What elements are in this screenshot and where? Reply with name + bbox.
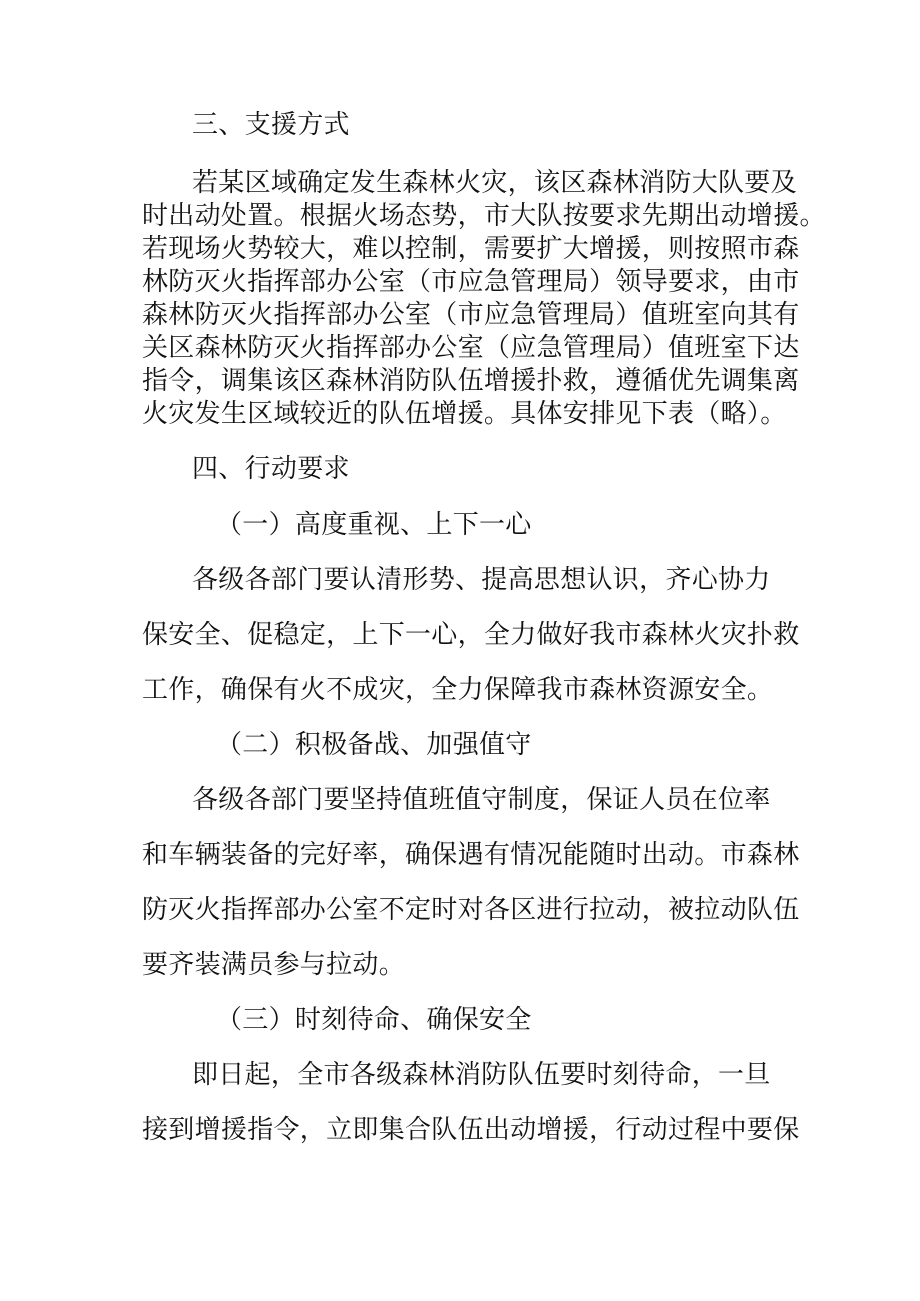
- paragraph-line: 火灾发生区域较近的队伍增援。具体安排见下表（略）。: [142, 399, 787, 429]
- paragraph-line: 各级各部门要坚持值班值守制度，保证人员在位率: [192, 785, 771, 815]
- paragraph-line: 要齐装满员参与拉动。: [142, 950, 406, 980]
- paragraph-line: 即日起，全市各级森林消防队伍要时刻待命，一旦: [192, 1060, 771, 1090]
- paragraph-line: 关区森林防灭火指挥部办公室（应急管理局）值班室下达: [142, 333, 800, 363]
- subsection-heading-1: （一）高度重视、上下一心: [216, 510, 532, 540]
- paragraph-line: 指令，调集该区森林消防队伍增援扑救，遵循优先调集离: [142, 366, 800, 396]
- paragraph-line: 工作，确保有火不成灾，全力保障我市森林资源安全。: [142, 675, 774, 705]
- paragraph-line: 和车辆装备的完好率，确保遇有情况能随时出动。市森林: [142, 840, 800, 870]
- paragraph-line: 接到增援指令，立即集合队伍出动增援，行动过程中要保: [142, 1115, 800, 1145]
- paragraph-line: 防灭火指挥部办公室不定时对各区进行拉动，被拉动队伍: [142, 895, 800, 925]
- paragraph-line: 林防灭火指挥部办公室（市应急管理局）领导要求，由市: [142, 267, 800, 297]
- paragraph-line: 若某区域确定发生森林火灾，该区森林消防大队要及: [192, 168, 797, 198]
- subsection-heading-3: （三）时刻待命、确保安全: [216, 1005, 532, 1035]
- section-heading-support-mode: 三、支援方式: [192, 110, 350, 140]
- paragraph-line: 各级各部门要认清形势、提高思想认识，齐心协力: [192, 565, 771, 595]
- paragraph-line: 森林防灭火指挥部办公室（市应急管理局）值班室向其有: [142, 300, 800, 330]
- paragraph-line: 时出动处置。根据火场态势，市大队按要求先期出动增援。: [142, 201, 826, 231]
- paragraph-line: 保安全、促稳定，上下一心，全力做好我市森林火灾扑救: [142, 620, 800, 650]
- subsection-heading-2: （二）积极备战、加强值守: [216, 730, 532, 760]
- section-heading-action-requirements: 四、行动要求: [192, 454, 350, 484]
- paragraph-line: 若现场火势较大，难以控制，需要扩大增援，则按照市森: [142, 234, 800, 264]
